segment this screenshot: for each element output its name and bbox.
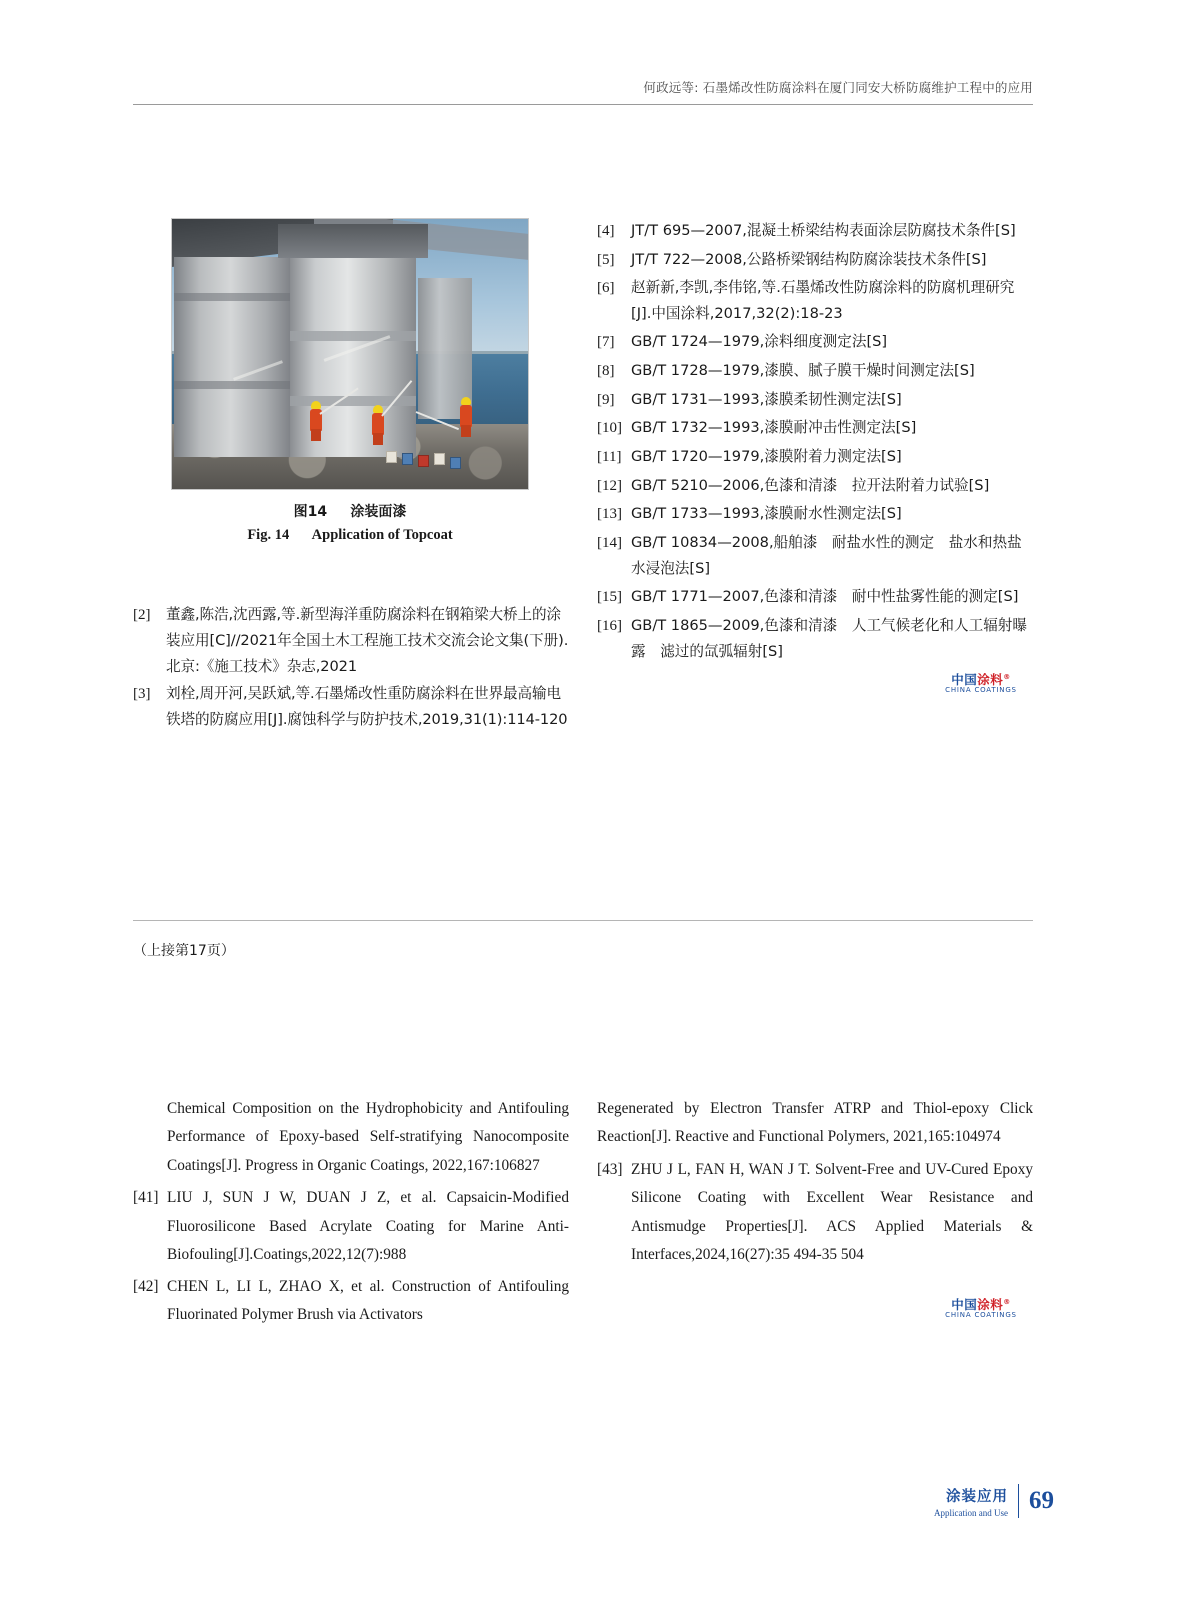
reference-number: [15] [597,589,622,606]
china-coatings-logo-bottom: 中国涂料® CHINA COATINGS [929,1298,1033,1320]
reference-number: [8] [597,363,615,379]
reference-item [133,1273,569,1330]
reference-item [597,275,1033,327]
reference-number: [3] [133,686,151,703]
reference-item [597,584,1033,611]
reference-number: [10] [597,420,622,437]
photo-pier-center [290,224,416,456]
right-reference-list [597,218,1033,665]
reference-text: GB/T 1771—2007,色漆和清漆 耐中性盐雾性能的测定[S] [631,588,1019,606]
reference-number: [12] [597,477,622,494]
reference-text: GB/T 1732—1993,漆膜耐冲击性测定法[S] [631,419,917,437]
reference-item [133,602,569,680]
reference-item [597,473,1033,500]
logo-en: CHINA COATINGS [945,686,1017,695]
reference-number: [4] [597,223,615,239]
reference-text: 刘栓,周开河,吴跃斌,等.石墨烯改性重防腐涂料在世界最高输电铁塔的防腐应用[J].腐蚀科学与防护技术,2019,31(1):114-120 [166,685,568,729]
reference-item [133,681,569,733]
reference-text: GB/T 1733—1993,漆膜耐水性测定法[S] [631,505,902,523]
figure-caption-en-label: Fig. 14 [247,526,290,543]
reference-text: GB/T 1865—2009,色漆和清漆 人工气候老化和人工辐射曝露 滤过的氙弧辐射[S] [631,616,1027,660]
footer-divider [1018,1484,1019,1518]
logo-cn-1: 中国 [951,1296,978,1312]
photo-paint-can-5 [450,457,461,469]
page-footer [934,1484,1054,1518]
left-column [133,218,569,734]
reference-text: LIU J, SUN J W, DUAN J Z, et al. Capsaicin-Modified Fluorosilicone Based Acrylate Coating for Marine Anti-Biofouling[J].Coatings,2022,12(7):988 [167,1189,569,1264]
photo-paint-can-4 [434,453,445,465]
reference-item [597,501,1033,528]
reference-text: ZHU J L, FAN H, WAN J T. Solvent-Free and UV-Cured Epoxy Silicone Coating with Excellent Wear Resistance and Antismudge Properties[J]. ACS Applied Materials & Interfaces,2024,16(27):35 494-35 504 [631,1160,1033,1264]
reference-text: GB/T 1728—1979,漆膜、腻子膜干燥时间测定法[S] [631,362,975,379]
reference-item [597,444,1033,471]
logo-cn-1: 中国 [951,671,978,687]
reference-text: JT/T 722—2008,公路桥梁钢结构防腐涂装技术条件[S] [631,250,987,268]
running-head-divider [133,104,1033,105]
footer-section [934,1485,1008,1518]
logo-cn-2: 涂料 [977,671,1004,687]
reference-text: CHEN L, LI L, ZHAO X, et al. Construction of Antifouling Fluorinated Polymer Brush via Activators [167,1277,569,1324]
reference-number: [42] [133,1277,159,1295]
reference-number: [13] [597,506,622,523]
reference-text: GB/T 1720—1979,漆膜附着力测定法[S] [631,448,902,466]
photo-paint-can-3 [418,455,429,467]
reference-item [597,387,1033,414]
reference-text: 赵新新,李凯,李伟铭,等.石墨烯改性防腐涂料的防腐机理研究[J].中国涂料,2017,32(2):18-23 [631,279,1015,323]
figure-caption-en-text: Application of Topcoat [311,526,453,543]
reference-text: 董鑫,陈浩,沈西露,等.新型海洋重防腐涂料在钢箱梁大桥上的涂装应用[C]//2021年全国土木工程施工技术交流会论文集(下册). 北京:《施工技术》杂志,2021 [166,606,569,676]
china-coatings-logo-top: 中国涂料® CHINA COATINGS [929,673,1033,695]
reference-number: [43] [597,1160,623,1178]
continued-from-note: （上接第17页） [133,943,235,959]
reference-text: GB/T 5210—2006,色漆和清漆 拉开法附着力试验[S] [631,476,990,494]
reference-text: GB/T 1731—1993,漆膜柔韧性测定法[S] [631,390,902,408]
logo-en: CHINA COATINGS [945,1311,1017,1320]
continued-reference-text: Chemical Composition on the Hydrophobicity and Antifouling Performance of Epoxy-based Self-stratifying Nanocomposite Coatings[J]. Progress in Organic Coatings, 2022,167:106827 [167,1100,569,1174]
figure-14 [171,218,529,546]
reference-text: GB/T 10834—2008,船舶漆 耐盐水性的测定 盐水和热盐水浸泡法[S] [631,534,1022,578]
reference-number: [2] [133,607,151,624]
footer-section-en: Application and Use [934,1507,1008,1518]
logo-cn-2: 涂料 [977,1296,1004,1312]
reference-number: [41] [133,1189,159,1207]
photo-paint-can-1 [386,451,397,463]
reference-item [597,530,1033,582]
reference-text: JT/T 695—2007,混凝土桥梁结构表面涂层防腐技术条件[S] [631,222,1016,239]
left-reference-list [133,602,569,733]
reference-item [597,613,1033,665]
reference-number: [9] [597,391,615,408]
right-column [597,218,1033,695]
reference-item [597,415,1033,442]
footer-section-cn: 涂装应用 [946,1488,1008,1505]
bottom-right-column [597,1095,1033,1320]
figure-caption-cn-label: 图14 [293,504,328,520]
photo-pier-left [174,257,292,457]
reference-text: GB/T 1724—1979,涂料细度测定法[S] [631,333,888,351]
running-head: 何政远等: 石墨烯改性防腐涂料在厦门同安大桥防腐维护工程中的应用 [643,80,1033,95]
photo-paint-can-2 [402,453,413,465]
figure-caption-cn-text: 涂装面漆 [350,504,407,520]
figure-14-caption [171,501,529,546]
reference-item [597,358,1033,385]
figure-14-photo [171,218,529,490]
page-number: 69 [1029,1487,1054,1514]
reference-item [133,1184,569,1269]
reference-item [597,1156,1033,1270]
continued-reference-text: Regenerated by Electron Transfer ATRP and Thiol-epoxy Click Reaction[J]. Reactive and Functional Polymers, 2021,165:104974 [597,1100,1033,1146]
reference-item [597,218,1033,245]
reference-number: [14] [597,535,622,552]
reference-number: [7] [597,334,615,351]
reference-item [597,247,1033,274]
reference-number: [5] [597,251,615,268]
reference-number: [16] [597,617,622,634]
bottom-left-column [133,1095,569,1333]
reference-number: [11] [597,449,622,466]
section-divider [133,920,1033,921]
reference-item [597,329,1033,356]
reference-number: [6] [597,280,615,297]
